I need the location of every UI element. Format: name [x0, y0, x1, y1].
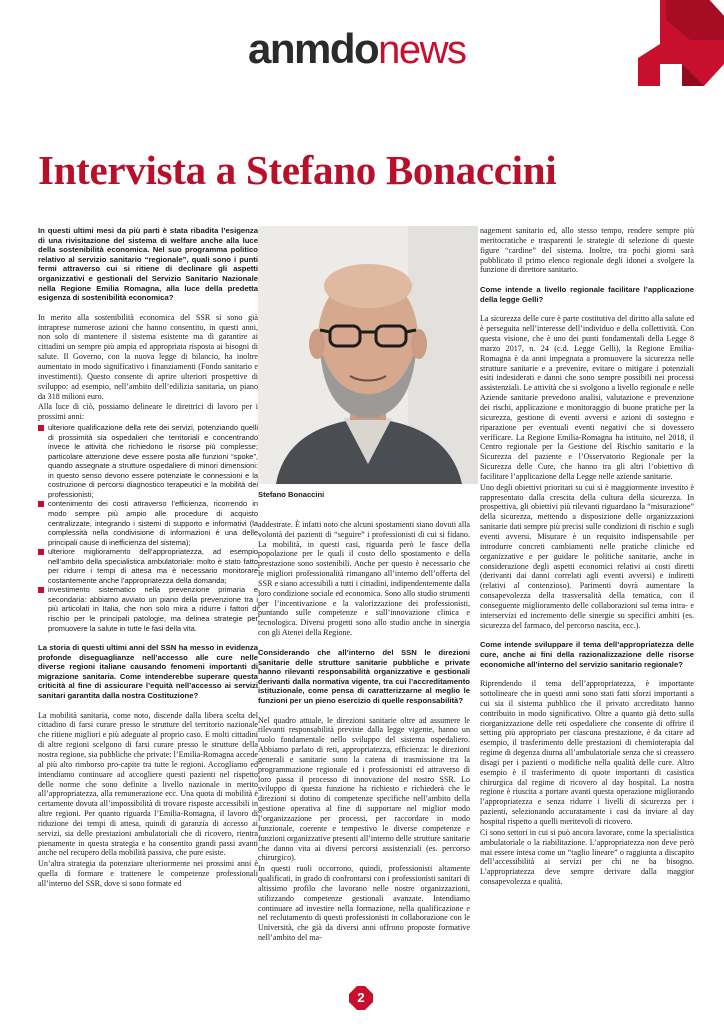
paragraph: La sicurezza delle cure è parte costitutiva del diritto alla salute ed è perseguita nell’interesse dell’individuo e della collettività. Con questa visione, che è uno dei punti fondamentali della Legge 8 marzo 2017, n. 24 (c.d. Legge Gelli), la Regione Emilia-Romagna è da anni impegnata a promuovere la sicurezza nelle strutture sanitarie e a prevenire, evitare o mitigare i potenziali esiti indesiderati e danni che sono sempre possibili nei processi assistenziali. Le attività che si svolgono a livello regionale e nelle Aziende sanitarie prevedono analisi, valutazione e prevenzione dei rischi, applicazione e monitoraggio di buone pratiche per la sicurezza, gestione di eventi avversi e azioni di sostegno e riparazione per eventuali eventi negativi che si dovessero verificare. La Regione Emilia-Romagna ha istituito, nel 2018, il Centro regionale per la Gestione del Rischio sanitario e la Sicurezza del paziente e l’Osservatorio Regionale per la Sicurezza delle Cure, che hanno tra gli altri l’obiettivo di facilitare l’applicazione della Legge nelle aziende sanitarie.: [480, 314, 694, 481]
magazine-logo: [248, 24, 466, 74]
portrait-photo: [258, 226, 478, 484]
question-5: Come intende sviluppare il tema dell’appropriatezza delle cure, anche ai fini della razionalizzazione delle risorse economiche all’interno del servizio sanitario regionale?: [480, 640, 694, 669]
red-square-bullet-icon: [38, 587, 44, 593]
red-cross-emblem-icon: [620, 0, 724, 96]
column-3: [480, 226, 694, 888]
paragraph: Un’altra strategia da potenziare ulteriormente nei prossimi anni è quella di formare e trattenere le competenze professionali all’interno del SSR, dove si sono formate ed: [38, 859, 258, 888]
paragraph: addestrate. È infatti noto che alcuni spostamenti siano dovuti alla volontà dei pazienti di “seguire” i professionisti di cui si fidano. La mobilità, in questi casi, riguarda però le fasce della popolazione per le quali il costo dello spostamento e della prestazione sono sostenibili. Anche per questo è necessario che le migliori professionalità rimangano all’interno dell’offerta del SSR e siano accessibili a tutti i cittadini, indipendentemente dalla loro condizione sociale ed economica. Sono allo studio strumenti per l’incentivazione e la valorizzazione dei professionisti, puntando sulle competenze e sull’innovazione clinica e tecnologica. Diversi progetti sono allo studio anche in sinergia con gli Atenei della Regione.: [258, 519, 470, 638]
logo-text-bold: anmdo: [248, 25, 379, 72]
list-item-text: investimento sistematico nella prevenzione primaria e secondaria: abbiamo avviato un piano della prevenzione tra i più articolati in Italia, che non solo mira a ridurre i fattori di rischio per le principali patologie, ma delinea strategie per promuovere la salute in tutte le fasi della vita.: [48, 585, 258, 633]
paragraph: In merito alla sostenibilità economica del SSR si sono già intraprese numerose azioni che hanno consentito, in questi anni, non solo di mantenere il sistema esistente ma di garantire ai cittadini un sempre più ampia ed appropriata risposta ai bisogni di salute. Il Governo, con la nuova legge di bilancio, ha inoltre aumentato in modo significativo i finanziamenti (Fondo sanitario e investimenti). Questo consente di aprire ulteriori prospettive di sviluppo: ad esempio, nell’ambito dell’edilizia sanitaria, un piano da 318 milioni euro.: [38, 312, 258, 401]
paragraph: Alla luce di ciò, possiamo delineare le direttrici di lavoro per i prossimi anni:: [38, 402, 258, 422]
red-square-bullet-icon: [38, 425, 44, 431]
paragraph: Riprendendo il tema dell’appropriatezza, è importante sottolineare che in questi anni sono stati fatti sforzi importanti a cui sia il sistema pubblico che il privato accreditato hanno contribuito in modo significativo. Oltre a quanto già detto sulla riorganizzazione delle reti ospedaliere che consente di offrire il setting più appropriato per ciascuna prestazione, è da citare ad esempio, il trasferimento delle prestazioni di chemioterapia dal regime di degenza diurna all’ambulatoriale senza che si creassero disagi per i pazienti o modifiche nella qualità delle cure. Altro esempio è il trasferimento di quote importanti di casistica chirurgica dal regime di ricovero al day hospital. La nostra regione è riuscita a portare avanti questa operazione migliorando l’appropriatezza e senza ridurre i livelli di sicurezza per i pazienti, selezionando accuratamente i casi da inviare al day hospital rispetto a quelli meritevoli di ricovero.: [480, 679, 694, 826]
paragraph: In questi ruoli occorrono, quindi, professionisti altamente qualificati, in grado di confrontarsi con i professionisti sanitari di altissimo profilo che lavorano nelle nostre organizzazioni, utilizzando competenze gestionali avanzate. Intendiamo continuare ad investire nella formazione, nella qualificazione e nel reclutamento di questi professionisti in collaborazione con le Università, che già da diversi anni offrono proposte formative nell’ambito del ma-: [258, 864, 470, 943]
list-item: [38, 499, 258, 547]
list-item-text: contenimento dei costi attraverso l’efficienza, ricorrendo in modo sempre più ampio alle procedure di acquisto centralizzate, integrando i sistemi di supporto e informativi (la complessità nella condivisione di informazioni è una delle principali cause di inefficienza del sistema);: [48, 499, 258, 547]
paragraph: nagement sanitario ed, allo stesso tempo, rendere sempre più meritocratiche e trasparenti le strategie di selezione di queste figure “cardine” del sistema. Inoltre, tra pochi giorni sarà pubblicato il primo elenco regionale degli idonei a svolgere la funzione di direttore sanitario.: [480, 226, 694, 275]
paragraph: Ci sono settori in cui si può ancora lavorare, come la specialistica ambulatoriale o la riabilitazione. L’appropriatezza non deve però mai essere intesa come un “taglio lineare” o raggiunta a discapito dell’accessibilità ai servizi per chi ne ha bisogno. L’appropriatezza deve sempre derivare dalla maggior consapevolezza e qualità.: [480, 827, 694, 887]
question-1: In questi ultimi mesi da più parti è stata ribadita l’esigenza di una rivisitazione del sistema di welfare anche alla luce della sostenibilità economica. Nel suo programma politico relativo al servizio sanitario “regionale”, quali sono i punti fermi attraverso cui si ritiene di declinare gli aspetti organizzativi e gestionali del Servizio Sanitario Nazionale nella Regione Emilia Romagna, alla luce della predetta esigenza di sostenibilità economica?: [38, 226, 258, 303]
bullet-list: [38, 423, 258, 633]
photo-caption: Stefano Bonaccini: [258, 490, 325, 499]
list-item: [38, 423, 258, 499]
question-3: Considerando che all’interno del SSN le direzioni sanitarie delle strutture sanitarie pubbliche e private hanno rilevanti responsabilità organizzative e gestionali derivanti dalla normativa vigente, tra cui l’accreditamento istituzionale, come pensa di caratterizzarne al meglio le funzioni per un pieno esercizio di quelle responsabilità?: [258, 647, 470, 705]
page-number: 2: [357, 990, 365, 1005]
logo-text-news: news: [378, 28, 466, 72]
list-item: [38, 585, 258, 633]
paragraph: La mobilità sanitaria, come noto, discende dalla libera scelta del cittadino di farsi curare presso le strutture del territorio nazionale che ritiene migliori e più adeguate al proprio caso. E molti cittadini di altre regioni scelgono di farsi curare presso le strutture della nostra regione, sia pubbliche che private: l’Emilia-Romagna accede al più alto rimborso pro-capite tra tutte le regioni. Accogliamo ed intendiamo continuare ad accogliere questi pazienti nel rispetto delle norme che sono definite a livello nazionale in merito all’appropriatezza, alla remunerazione ecc. Una quota di mobilità è certamente dovuta all’impossibilità di trovare risposte accessibili in altre regioni. Per quanto riguarda l’Emilia-Romagna, il lavoro di riduzione dei tempi di attesa, quindi di garanzia di accesso ai servizi, sia delle prestazioni ambulatoriali che di ricovero, rientra pienamente in questa strategia e ha consentito grandi passi avanti anche nel recupero della mobilità passiva, che pure esiste.: [38, 710, 258, 858]
header: [0, 0, 724, 110]
list-item-text: ulteriore miglioramento dell’appropriatezza, ad esempio nell’ambito della specialistica ambulatoriale: molto è stato fatto per ridurre i tempi di attesa ma è necessario monitorare costantemente anche l’appropriatezza della domanda;: [48, 547, 258, 585]
list-item-text: ulteriore qualificazione della rete dei servizi, potenziando quelli di prossimità sia ospedalieri che territoriali e concentrando invece le attività che richiedono le risorse più complesse; particolare attenzione deve essere posta alle funzioni “spoke”, quando assegnate a strutture ospedaliere di minori dimensioni: in questo senso devono essere potenziate le connessioni e la costruzione di percorsi diagnostico terapeutici e la mobilità dei professionisti;: [48, 423, 258, 499]
paragraph: Nel quadro attuale, le direzioni sanitarie oltre ad assumere le rilevanti responsabilità previste dalla legge vigente, hanno un ruolo fondamentale nello sviluppo del sistema ospedaliero. Abbiamo parlato di reti, appropriatezza, efficienza: le direzioni generali e sanitarie sono la catena di trasmissione tra la programmazione regionale ed i professionisti ed attraverso di loro passa il processo di innovazione del nostro SSR. Lo sviluppo di questa funzione ha richiesto e richiederà che le direzioni si dotino di competenze specifiche nell’ambito della gestione operativa al fine di supportare nel miglior modo l’organizzazione per processi, per raccordare in modo funzionale, coerente e tempestivo le diverse competenze e funzioni organizzative presenti all’interno delle strutture sanitarie che danno vita ai diversi percorsi assistenziali (es. percorso chirurgico).: [258, 715, 471, 863]
list-item: [38, 547, 258, 585]
portrait-illustration: [258, 226, 478, 484]
column-1: [38, 226, 258, 890]
paragraph: Uno degli obiettivi prioritari su cui si è maggiormente investito è rappresentato dalla crescita della cultura della sicurezza. In prospettiva, gli obiettivi più rilevanti riguardano la “misurazione” della sicurezza, mettendo a disposizione delle organizzazioni sanitarie dati sempre più precisi sulle condizioni di rischio e sugli eventi avversi. Misurare è un requisito indispensabile per introdurre concreti cambiamenti nelle pratiche cliniche ed organizzative e per guidare le politiche sanitarie, anche in considerazione degli aspetti economici relativi ai costi diretti (derivanti dai danni correlati agli eventi avversi) e indiretti (relativi al contenzioso). Parimenti dovrà aumentare la consapevolezza della trasversalità della tematica, con il conseguente miglioramento delle collaborazioni sul tema intra- e interservizi ed incremento delle sinergie su specifici ambiti (es. sicurezza del farmaco, del percorso nascita, ecc.).: [480, 482, 694, 630]
red-square-bullet-icon: [38, 501, 44, 507]
question-2: La storia di questi ultimi anni del SSN ha messo in evidenza profonde diseguaglianze nell’accesso alle cure nelle diverse regioni italiane causando fenomeni importanti di migrazione sanitaria. Come intenderebbe superare questa criticità al fine di assicurare l’equità nell’accesso ai servizi sanitari garantita dalla nostra Costituzione?: [38, 643, 258, 701]
red-square-bullet-icon: [38, 549, 44, 555]
column-2: [258, 226, 470, 944]
question-4: Come intende a livello regionale facilitare l’applicazione della legge Gelli?: [480, 285, 694, 304]
article-title: Intervista a Stefano Bonaccini: [38, 147, 557, 193]
